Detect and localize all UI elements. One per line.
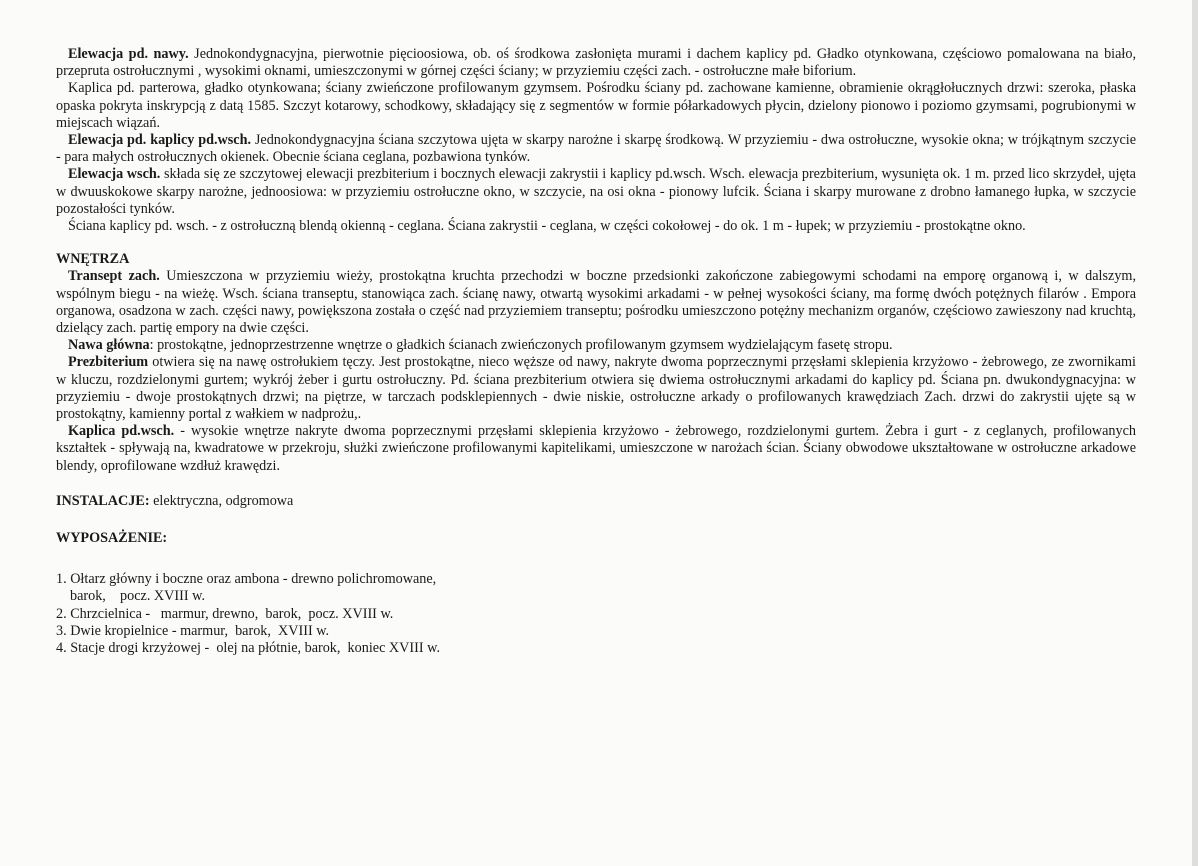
- installations-value: elektryczna, odgromowa: [149, 492, 294, 509]
- list-item-text: 4. Stacje drogi krzyżowej - olej na płótnie, barok, koniec XVIII w.: [56, 640, 440, 657]
- paragraph-text: Jednokondygnacyjna ściana szczytowa ujęta w skarpy narożne i skarpę środkową. W przyziemiu - dwa ostrołuczne, wysokie okna; w trójkątnym szczycie - para małych ostrołucznych okienek. Obecnie ściana ceglana, pozbawiona tynków.: [56, 132, 1136, 166]
- paragraph-kaplica-pd: [56, 80, 1136, 132]
- paragraph-heading: Transept zach.: [68, 268, 160, 285]
- list-item-continuation: barok, pocz. XVIII w.: [70, 588, 205, 605]
- list-item-text: 1. Ołtarz główny i boczne oraz ambona - drewno polichromowane,: [56, 571, 437, 588]
- equipment-list: [56, 571, 1136, 657]
- paragraph-text: : prostokątne, jednoprzestrzenne wnętrze o gładkich ścianach zwieńczonych profilowanym gzymsem wydzielającym fasetę stropu.: [149, 337, 893, 354]
- paragraph-text: Ściana kaplicy pd. wsch. - z ostrołuczną blendą okienną - ceglana. Ściana zakrystii - ceglana, w części cokołowej - do ok. 1 m - łupek; w przyziemiu - prostokątne okno.: [68, 218, 1026, 235]
- installations-label: INSTALACJE:: [56, 492, 150, 509]
- paragraph-heading: Elewacja pd. kaplicy pd.wsch.: [68, 132, 252, 149]
- paragraph-elewacja-pd-nawy: [56, 46, 1136, 80]
- list-item: [56, 571, 1136, 605]
- paragraph-prezbiterium: [56, 354, 1136, 423]
- paragraph-text: otwiera się na nawę ostrołukiem tęczy. Jest prostokątne, nieco węższe od nawy, nakryte dwoma poprzecznymi przęsłami sklepienia krzyżowo - żebrowego, ze zwornikami w kluczu, rozdzielonymi gurtem; wykrój żeber i gurtu ostrołuczny. Pd. ściana prezbiterium otwiera się dwiema ostrołucznymi arkadami do kaplicy pd. Ściana pn. dwukondygnacyjna: w przyziemiu - dwoje prostokątnych drzwi; na piętrze, w tarczach podsklepiennych - dwie niskie, ostrołuczne arkady o profilowanych krawędziach Zach. drzwi do zakrystii ujęte są w prostokątny, kamienny portal z wałkiem w nadprożu,.: [56, 354, 1136, 423]
- paragraph-text: - wysokie wnętrze nakryte dwoma poprzecznymi przęsłami sklepienia krzyżowo - żebrowego, rozdzielonymi gurtem. Żebra i gurt - z ceglanych, profilowanych kształtek - spływają na, kwadratowe w przekroju, służki zwieńczone profilowanymi kapitelikami, umieszczone w narożach ścian. Ściany obwodowe ukształtowane w ostrołuczne arkadowe blendy, oprofilowane wzdłuż krawędzi.: [56, 423, 1136, 474]
- section-heading-equipment: WYPOSAŻENIE:: [56, 530, 168, 547]
- paragraph-text: Kaplica pd. parterowa, gładko otynkowana; ściany zwieńczone profilowanym gzymsem. Pośrodku ściany pd. zachowane kamienne, obramienie okrągłołucznych drzwi: szeroka, płaska opaska pokryta inskrypcją z datą 1585. Szczyt kotarowy, schodkowy, składający się z segmentów w formie półarkadowych płycin, dzielony pionowo i poziomo gzymsami, pogrubionymi w miejscach wiązań.: [56, 80, 1136, 131]
- paragraph-text: Jednokondygnacyjna, pierwotnie pięcioosiowa, ob. oś środkowa zasłonięta murami i dachem kaplicy pd. Gładko otynkowana, częściowo pomalowana na biało, przepruta ostrołucznymi , wysokimi oknami, umieszczonymi w górnej części ściany; w przyziemiu części zach. - ostrołuczne małe biforium.: [56, 46, 1136, 80]
- paragraph-elewacja-pd-kaplicy: [56, 132, 1136, 166]
- paragraph-heading: Elewacja wsch.: [68, 166, 161, 183]
- paragraph-heading: Kaplica pd.wsch.: [68, 423, 175, 440]
- installations-line: [56, 493, 1136, 510]
- paragraph-elewacja-wsch: [56, 166, 1136, 218]
- paragraph-transept: [56, 268, 1136, 337]
- section-heading-interior: WNĘTRZA: [56, 251, 130, 268]
- list-item: [56, 640, 1136, 657]
- list-item: [56, 606, 1136, 623]
- paragraph-text: Umieszczona w przyziemiu wieży, prostokątna kruchta przechodzi w boczne przedsionki zakończone zabiegowymi schodami na emporę organową i, w dalszym, wspólnym biegu - na wieżę. Wsch. ściana transeptu, stanowiąca zach. ścianę nawy, otwartą wysokimi arkadami - w pełnej wysokości ściany, ma formę dwóch potężnych filarów . Empora organowa, osadzona w zach. części nawy, powiększona została o część nad przyziemiem transeptu; pośrodku umieszczono potężny mechanizm organów, częściowo zawieszony nad kruchtą, dzielący zach. partię empory na dwie części.: [56, 268, 1136, 337]
- list-item-text: 2. Chrzcielnica - marmur, drewno, barok, pocz. XVIII w.: [56, 605, 394, 622]
- paragraph-heading: Prezbiterium: [68, 354, 149, 371]
- paragraph-sciana-kaplicy: [56, 218, 1136, 235]
- paragraph-heading: Nawa główna: [68, 337, 150, 354]
- list-item: [56, 623, 1136, 640]
- paragraph-kaplica-pd-wsch: [56, 423, 1136, 475]
- paragraph-heading: Elewacja pd. nawy.: [68, 46, 189, 62]
- list-item-text: 3. Dwie kropielnice - marmur, barok, XVIII w.: [56, 622, 330, 639]
- paragraph-text: składa się ze szczytowej elewacji prezbiterium i bocznych elewacji zakrystii i kaplicy pd.wsch. Wsch. elewacja prezbiterium, wysunięta ok. 1 m. przed lico skrzydeł, ujęta w dwuuskokowe skarpy narożne, jednoosiowa: w przyziemiu ostrołuczne okno, w szczycie, na osi okna - pionowy lufcik. Ściana i skarpy murowane z drobno łamanego łupka, w szczycie pozostałości tynków.: [56, 166, 1136, 217]
- paragraph-nawa-glowna: [56, 337, 1136, 354]
- page-edge: [1192, 0, 1198, 866]
- document-body: [56, 46, 1136, 657]
